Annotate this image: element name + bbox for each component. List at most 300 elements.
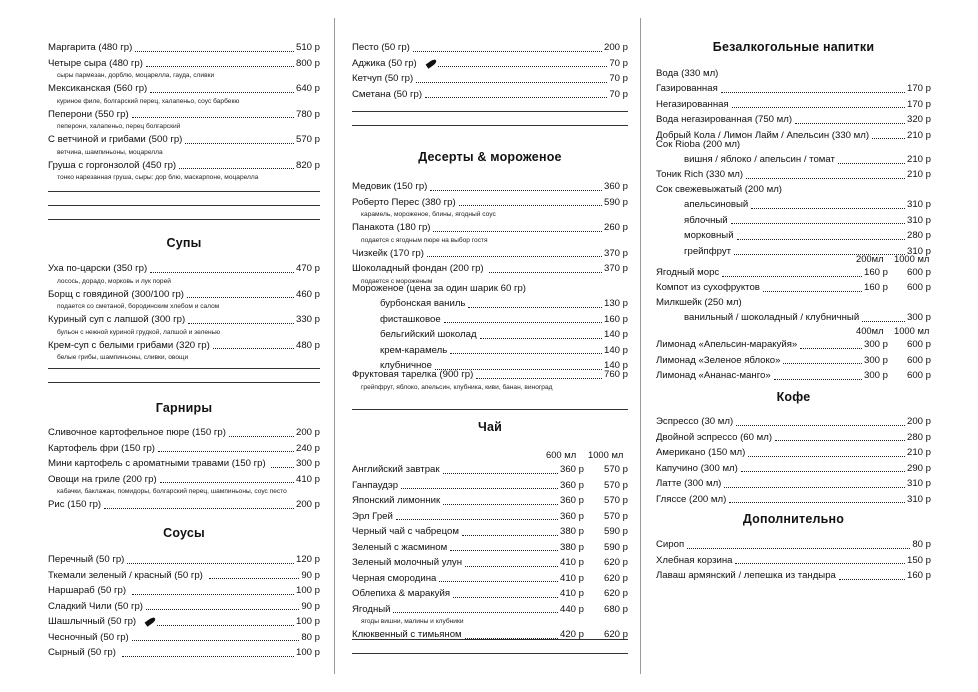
menu-item-row: [352, 56, 628, 72]
item-price: 410 р: [295, 473, 320, 485]
chili-pepper-icon: [425, 58, 437, 68]
dot-leader: [737, 228, 905, 240]
item-price-small: 160 р: [863, 267, 888, 278]
size-1000: 1000 мл: [894, 325, 930, 336]
dot-leader: [393, 602, 558, 614]
menu-item-row: [48, 81, 320, 97]
menu-item-row: [352, 367, 628, 383]
menu-item-row: [48, 287, 320, 303]
extra-list: [656, 537, 931, 584]
dot-leader: [433, 220, 602, 232]
item-name: Клюквенный с тимьяном: [352, 629, 462, 640]
item-description: карамель, мороженое, блины, ягодный соус: [361, 211, 496, 218]
size-1000: 1000 мл: [894, 253, 930, 264]
menu-item-row: [352, 343, 628, 359]
size-200: 200мл: [856, 253, 884, 264]
menu-column-3: [656, 0, 931, 692]
desserts-title: Десерты & мороженое: [418, 150, 562, 164]
item-price-large: 620 р: [603, 572, 628, 584]
item-price: 200 р: [906, 416, 931, 427]
dot-leader: [736, 414, 905, 426]
dot-leader: [450, 540, 558, 552]
item-name: Мини картофель с ароматными травами (150 гр): [48, 458, 266, 469]
item-price: 240 р: [295, 442, 320, 454]
blank-line: [352, 98, 628, 112]
dot-leader: [459, 195, 602, 207]
menu-item-row: [352, 524, 628, 540]
item-name: Английский завтрак: [352, 464, 440, 475]
menu-item-row: [656, 213, 931, 229]
sauces-title: Соусы: [163, 526, 205, 540]
column-divider-left: [334, 18, 335, 674]
dot-leader: [783, 353, 862, 365]
menu-item-row: [352, 246, 628, 262]
item-description: сыры пармезан, дорблю, моцарелла, гауда, сливки: [57, 72, 215, 79]
dot-leader: [795, 112, 905, 124]
dot-leader: [751, 197, 905, 209]
item-price-small: 380 р: [559, 541, 584, 553]
blank-line: [352, 626, 628, 640]
shake-header: Милкшейк (250 мл): [656, 297, 742, 308]
item-name: Сливочное картофельное пюре (150 гр): [48, 427, 226, 438]
item-name: Аджика (50 гр): [352, 57, 417, 69]
menu-item-row: [48, 614, 320, 630]
item-price: 760 р: [603, 369, 628, 380]
item-description: белые грибы, шампиньоны, сливки, овощи: [57, 354, 189, 361]
item-name: Зеленый молочный улун: [352, 557, 463, 568]
menu-item-row: [48, 472, 320, 488]
menu-item-row: [656, 445, 931, 461]
item-name: Борщ с говядиной (300/100 гр): [48, 288, 184, 300]
item-price-small: 380 р: [559, 526, 584, 537]
rioba-row: [656, 152, 931, 168]
item-price: 90 р: [301, 569, 320, 581]
dot-leader: [425, 87, 607, 99]
dot-leader: [775, 430, 905, 442]
pizza-list: [48, 40, 320, 183]
menu-item-row: [656, 368, 931, 384]
dot-leader: [127, 552, 294, 564]
item-name: Американо (150 мл): [656, 447, 746, 458]
menu-item-row: [656, 197, 931, 213]
item-price: 780 р: [295, 108, 320, 120]
item-description: подается с ягодным пюре на выбор гостя: [361, 236, 488, 244]
menu-item-row: [352, 509, 628, 525]
fruit-plate: [352, 367, 628, 393]
menu-item-row: [48, 56, 320, 72]
water-list: [656, 81, 931, 143]
menu-item-row: [352, 493, 628, 509]
item-name: крем-карамель: [380, 344, 448, 356]
item-name: Латте (300 мл): [656, 478, 722, 489]
item-price-small: 440 р: [559, 603, 584, 615]
item-name: Газированная: [656, 83, 718, 94]
menu-item-row: [656, 353, 931, 369]
item-price-small: 360 р: [559, 464, 584, 475]
coffee-title: Кофе: [776, 390, 811, 404]
item-price-large: 570 р: [603, 479, 628, 491]
rioba-header: Сок Rioba (200 мл): [656, 139, 741, 150]
chili-pepper-icon: [145, 616, 157, 626]
sizes-a-header: [656, 251, 931, 266]
item-description: лосось, дорадо, морковь и лук порей: [57, 277, 171, 285]
item-price: 80 р: [301, 631, 320, 643]
item-price-small: 410 р: [559, 557, 584, 568]
column-divider-right: [640, 18, 641, 674]
dot-leader: [462, 524, 558, 536]
item-price: 100 р: [295, 616, 320, 627]
dot-leader: [731, 213, 905, 225]
item-price: 260 р: [603, 222, 628, 233]
item-price: 150 р: [906, 554, 931, 566]
item-name: Мексиканская (560 гр): [48, 83, 148, 94]
dot-leader: [104, 497, 294, 509]
dot-leader: [158, 441, 294, 453]
item-name: Ткемали зеленый / красный (50 гр): [48, 569, 203, 581]
item-name: яблочный: [684, 214, 728, 226]
item-price: 640 р: [295, 83, 320, 94]
fresh-header-block: [656, 182, 931, 198]
compote-row: [656, 280, 931, 296]
item-name: бурбонская ваниль: [380, 298, 466, 309]
item-price-large: 620 р: [603, 629, 628, 640]
item-name: Шоколадный фондан (200 гр): [352, 263, 484, 274]
menu-item-row: [48, 40, 320, 56]
item-price-small: 420 р: [559, 629, 584, 640]
menu-item-row: [656, 476, 931, 492]
fresh-header: Сок свежевыжатый (200 мл): [656, 184, 782, 195]
blank-line: [48, 355, 320, 369]
dot-leader: [476, 367, 602, 379]
menu-item-row: [656, 152, 931, 168]
item-price: 470 р: [295, 263, 320, 274]
menu-item-row: [352, 555, 628, 571]
icecream-list: [352, 296, 628, 374]
item-price: 820 р: [295, 159, 320, 171]
item-price: 120 р: [295, 554, 320, 565]
item-price: 200 р: [295, 427, 320, 438]
menu-item-row: [352, 586, 628, 602]
menu-item-row: [352, 312, 628, 328]
dot-leader: [480, 327, 602, 339]
dot-leader: [430, 179, 602, 191]
item-price-large: 600 р: [906, 282, 931, 293]
menu-item-row: [48, 338, 320, 354]
menu-column-1: [48, 0, 320, 692]
mors-row: [656, 265, 931, 281]
item-price: 100 р: [295, 585, 320, 596]
item-price: 320 р: [906, 114, 931, 125]
item-name: Пеперони (550 гр): [48, 108, 129, 120]
item-name: Наршараб (50 гр): [48, 585, 127, 596]
menu-item-row: [352, 71, 628, 87]
item-name: Компот из сухофруктов: [656, 282, 760, 293]
dot-leader: [135, 40, 294, 52]
item-name: Сладкий Чили (50 гр): [48, 600, 143, 612]
item-price: 460 р: [295, 288, 320, 300]
item-price-large: 590 р: [603, 541, 628, 553]
item-price: 200 р: [295, 499, 320, 510]
dot-leader: [722, 265, 862, 277]
item-price: 570 р: [295, 134, 320, 145]
item-name: Фруктовая тарелка (900 гр): [352, 369, 474, 380]
dot-leader: [465, 555, 558, 567]
dot-leader: [838, 152, 905, 164]
item-name: Медовик (150 гр): [352, 181, 428, 192]
item-description: подается с мороженым: [361, 277, 433, 285]
item-name: Лаваш армянский / лепешка из тандыра: [656, 570, 836, 581]
item-name: Крем-суп с белыми грибами (320 гр): [48, 339, 210, 351]
menu-item-row: [48, 312, 320, 328]
dot-leader: [443, 462, 558, 474]
item-price-small: 360 р: [559, 495, 584, 506]
item-price: 510 р: [295, 42, 320, 53]
blank-line: [352, 112, 628, 126]
item-price: 140 р: [603, 329, 628, 340]
item-name: Ганпаудэр: [352, 479, 399, 491]
item-price: 370 р: [603, 263, 628, 274]
blank-lines: [352, 98, 628, 126]
icecream-header-row: [352, 281, 628, 297]
item-name: Кетчуп (50 гр): [352, 73, 414, 84]
tonic-row: [656, 167, 931, 183]
menu-item-row: [656, 553, 931, 569]
item-price-small: 360 р: [559, 479, 584, 491]
sizes-b-header: [656, 323, 931, 338]
menu-item-row: [352, 220, 628, 236]
menu-item-row: [656, 414, 931, 430]
item-price-small: 160 р: [863, 282, 888, 293]
menu-item-row: [352, 195, 628, 211]
item-name: морковный: [684, 230, 734, 241]
item-description: ветчина, шампиньоны, моцарелла: [57, 148, 163, 156]
item-price: 130 р: [603, 298, 628, 309]
item-name: бельгийский шоколад: [380, 329, 477, 340]
item-price-large: 570 р: [603, 495, 628, 506]
blank-lines: [48, 178, 320, 220]
dot-leader: [774, 368, 862, 380]
dot-leader: [413, 40, 602, 52]
menu-item-row: [48, 158, 320, 174]
menu-item-row: [656, 228, 931, 244]
item-name: Японский лимонник: [352, 495, 441, 506]
item-price: 310 р: [906, 493, 931, 505]
dot-leader: [862, 310, 905, 322]
item-description: тонко нарезанная груша, сыры: дор блю, маскарпоне, моцарелла: [57, 174, 259, 181]
tea-size-header: [352, 447, 628, 462]
dot-leader: [729, 492, 905, 504]
item-price: 800 р: [295, 57, 320, 69]
item-price-large: 600 р: [906, 339, 931, 350]
item-price: 70 р: [609, 57, 628, 69]
item-name: Негазированная: [656, 98, 729, 110]
item-description: кабачки, баклажан, помидоры, болгарский перец, шампиньоны, соус песто: [57, 488, 287, 495]
item-price: 290 р: [906, 462, 931, 474]
blank-line: [48, 369, 320, 383]
dot-leader: [160, 472, 294, 484]
item-name: ванильный / шоколадный / клубничный: [684, 312, 860, 323]
item-price: 210 р: [906, 169, 931, 180]
dot-leader: [401, 478, 558, 490]
tea-title: Чай: [477, 420, 503, 434]
item-name: грейпфрут: [684, 245, 732, 257]
menu-item-row: [656, 265, 931, 281]
item-price: 330 р: [295, 314, 320, 325]
menu-item-row: [48, 568, 320, 584]
item-name: Панакота (180 гр): [352, 222, 431, 233]
item-price: 170 р: [906, 83, 931, 94]
menu-item-row: [48, 261, 320, 277]
item-price: 100 р: [295, 647, 320, 658]
item-price: 210 р: [906, 129, 931, 141]
dot-leader: [132, 583, 294, 595]
item-name: Лимонад «Зеленое яблоко»: [656, 354, 781, 366]
dot-leader: [444, 312, 602, 324]
blank-line: [352, 640, 628, 654]
dot-leader: [209, 568, 300, 580]
item-price-small: 410 р: [559, 588, 584, 599]
dot-leader: [146, 56, 294, 68]
item-price: 80 р: [912, 539, 931, 550]
item-price: 590 р: [603, 196, 628, 208]
item-price: 210 р: [906, 154, 931, 165]
menu-column-2: [352, 0, 628, 692]
menu-item-row: [656, 112, 931, 128]
menu-item-row: [352, 478, 628, 494]
dot-leader: [724, 476, 905, 488]
dot-leader: [732, 97, 905, 109]
item-name: Облепиха & маракуйя: [352, 588, 451, 599]
menu-item-row: [656, 97, 931, 113]
item-name: Чизкейк (170 гр): [352, 247, 424, 259]
dot-leader: [157, 614, 294, 626]
item-price: 360 р: [603, 181, 628, 192]
item-price-large: 600 р: [906, 354, 931, 366]
dot-leader: [229, 425, 294, 437]
item-price: 200 р: [603, 42, 628, 53]
item-description: бульон с нежной куриной грудкой, лапшой и зеленью: [57, 328, 221, 336]
item-price-large: 680 р: [603, 603, 628, 615]
item-name: Сырный (50 гр): [48, 647, 116, 658]
menu-item-row: [352, 261, 628, 277]
item-price: 210 р: [906, 447, 931, 458]
dot-leader: [185, 132, 294, 144]
dot-leader: [443, 493, 558, 505]
item-name: Черная смородина: [352, 572, 437, 584]
item-description: подается со сметаной, бородинским хлебом и салом: [57, 303, 220, 310]
dot-leader: [213, 338, 294, 350]
item-name: Груша с горгонзолой (450 гр): [48, 159, 177, 171]
item-name: Хлебная корзина: [656, 554, 733, 566]
item-name: С ветчиной и грибами (500 гр): [48, 134, 183, 145]
dot-leader: [468, 296, 602, 308]
item-price: 160 р: [603, 313, 628, 325]
item-price: 370 р: [603, 247, 628, 259]
menu-item-row: [48, 645, 320, 661]
dot-leader: [132, 107, 294, 119]
menu-item-row: [656, 568, 931, 584]
menu-item-row: [48, 425, 320, 441]
menu-item-row: [352, 462, 628, 478]
tea-size-600: 600 мл: [546, 449, 577, 460]
item-name: апельсиновый: [684, 199, 749, 210]
menu-item-row: [352, 296, 628, 312]
dot-leader: [179, 158, 294, 170]
drinks-title: Безалкогольные напитки: [712, 40, 875, 54]
menu-item-row: [352, 571, 628, 587]
item-name: Лимонад «Ананас-манго»: [656, 370, 771, 381]
dot-leader: [687, 537, 910, 549]
item-price: 480 р: [295, 339, 320, 351]
item-price: 310 р: [906, 214, 931, 226]
menu-item-row: [352, 602, 628, 618]
menu-item-row: [656, 461, 931, 477]
soups-list: [48, 261, 320, 363]
item-name: Ягодный: [352, 603, 391, 615]
tea-list: [352, 462, 628, 643]
soups-title: Супы: [166, 236, 202, 250]
item-name: Сироп: [656, 539, 685, 550]
item-name: Капучино (300 мл): [656, 462, 738, 474]
menu-item-row: [48, 107, 320, 123]
menu-item-row: [48, 630, 320, 646]
item-price-large: 600 р: [906, 370, 931, 381]
item-name: Зеленый с жасмином: [352, 541, 448, 553]
menu-item-row: [656, 167, 931, 183]
lemonade-list: [656, 337, 931, 384]
dot-leader: [427, 246, 602, 258]
blank-line: [48, 192, 320, 206]
coffee-list: [656, 414, 931, 507]
item-name: Картофель фри (150 гр): [48, 442, 155, 454]
item-name: фисташковое: [380, 313, 441, 325]
blank-lines: [48, 355, 320, 383]
menu-item-row: [656, 280, 931, 296]
sauces-list: [48, 552, 320, 661]
dot-leader: [489, 261, 602, 273]
item-name: вишня / яблоко / апельсин / томат: [684, 154, 835, 165]
menu-item-row: [48, 132, 320, 148]
dot-leader: [396, 509, 558, 521]
dot-leader: [271, 456, 294, 468]
dot-leader: [741, 461, 905, 473]
item-name: Лимонад «Апельсин-маракуйя»: [656, 339, 798, 350]
item-price-small: 300 р: [863, 370, 888, 381]
item-name: Добрый Кола / Лимон Лайм / Апельсин (330 мл): [656, 129, 870, 141]
dot-leader: [187, 287, 294, 299]
item-price-small: 360 р: [559, 510, 584, 522]
dot-leader: [122, 645, 294, 657]
item-price: 280 р: [906, 431, 931, 443]
dot-leader: [721, 81, 905, 93]
item-description: куриное филе, болгарский перец, халапеньо, соус барбекю: [57, 97, 240, 105]
menu-item-row: [352, 327, 628, 343]
item-name: Черный чай с чабрецом: [352, 526, 459, 537]
menu-item-row: [352, 40, 628, 56]
item-name: Двойной эспрессо (60 мл): [656, 431, 773, 443]
item-name: Песто (50 гр): [352, 42, 410, 53]
dot-leader: [188, 312, 294, 324]
item-price-large: 620 р: [603, 557, 628, 568]
item-description: пеперони, халапеньо, перец болгарский: [57, 123, 181, 130]
dot-leader: [453, 586, 558, 598]
menu-item-row: [656, 337, 931, 353]
item-price: 300 р: [906, 312, 931, 323]
dot-leader: [839, 568, 905, 580]
item-price: 170 р: [906, 98, 931, 110]
item-price: 90 р: [301, 600, 320, 612]
dot-leader: [746, 167, 905, 179]
